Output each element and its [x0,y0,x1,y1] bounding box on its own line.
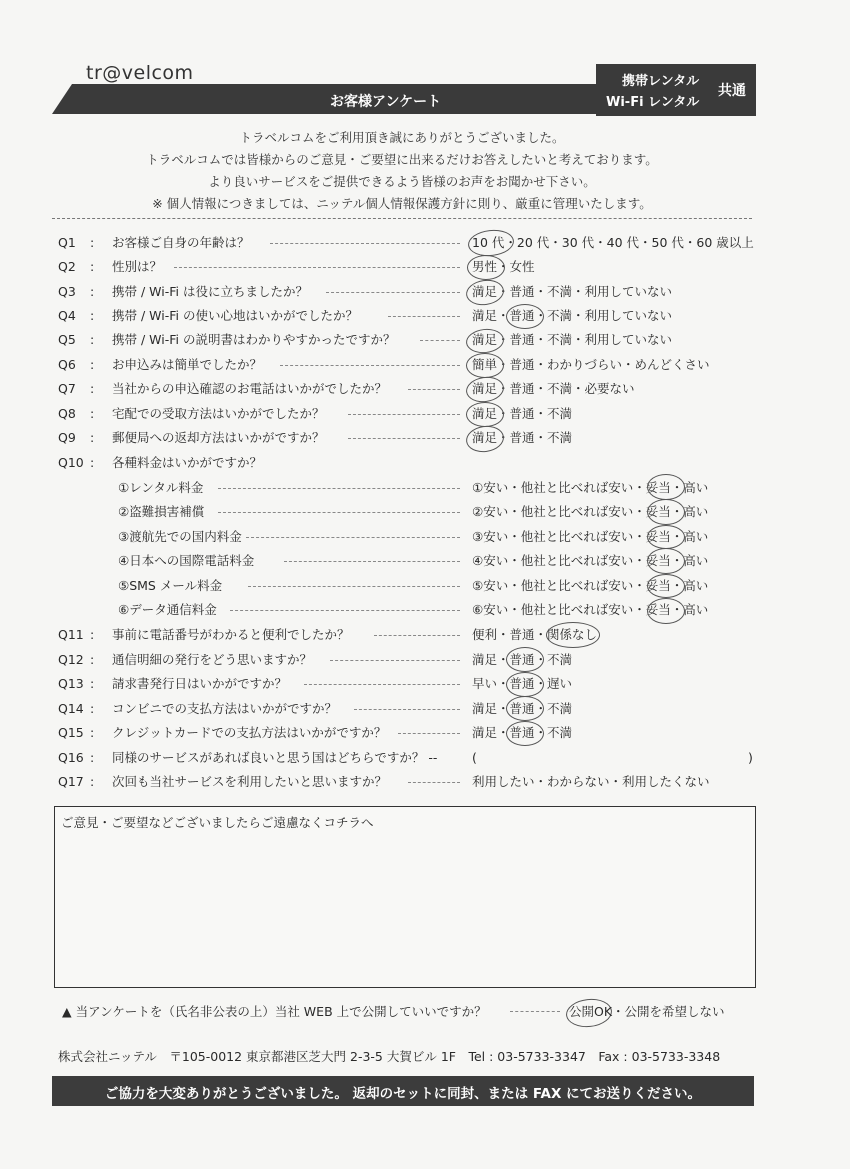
question-row-q4 [58,305,758,327]
leader-line [280,365,460,366]
question-row-q15 [58,722,758,744]
handwritten-circle [506,721,544,746]
answer-options[interactable]: ②安い・他社と比べれば安い・妥当・高い [472,504,709,519]
question-colon: : [90,750,95,765]
handwritten-circle [647,525,685,549]
handwritten-circle [647,598,685,624]
service-mobile-label: 携帯レンタル [622,74,700,89]
question-text: お客様ご自身の年齢は？ [112,235,250,250]
question-number: Q7 [58,381,76,396]
answer-options[interactable]: 満足・普通・不満・利用していない [472,332,673,347]
question-number: Q3 [58,284,76,299]
publish-question: ▲ 当アンケートを（氏名非公表の上）当社 WEB 上で公開していいですか？ [62,1004,487,1019]
question-row-q6 [58,354,758,376]
question-colon: : [90,308,95,323]
question-number: Q13 [58,676,84,691]
question-colon: : [90,284,95,299]
sub-question-text: ⑥データ通信料金 [118,602,217,617]
sub-question-text: ④日本への国際電話料金 [118,553,255,568]
question-text: 携帯 / Wi-Fi の説明書はわかりやすかったですか？ [112,332,396,347]
question-row-q11 [58,624,758,646]
question-text: 通信明細の発行をどう思いますか？ [112,652,313,667]
question-row-q2 [58,256,758,278]
leader-line [218,488,460,489]
leader-line [374,635,460,636]
question-row-q5 [58,329,758,351]
question-row-q14 [58,698,758,720]
question-text: 事前に電話番号がわかると便利でしたか？ [112,627,350,642]
leader-line [230,610,460,611]
handwritten-circle [506,672,544,697]
question-text: 宅配での受取方法はいかがでしたか？ [112,406,325,421]
question-colon: : [90,774,95,789]
question-row-q16 [58,747,758,769]
country-answer-close: ) [748,750,753,765]
handwritten-circle [647,474,685,500]
footer-message: ご協力を大変ありがとうございました。 返却のセットに同封、または FAX にてお送りください。 [104,1086,702,1102]
question-colon: : [90,235,95,250]
leader-line [174,267,460,268]
leader-line [304,684,460,685]
leader-line [218,512,460,513]
question-colon: : [90,627,95,642]
question-number: Q9 [58,430,76,445]
sub-question-text: ③渡航先での国内料金 [118,529,242,544]
question-row-q13 [58,673,758,695]
service-badge [596,64,756,116]
publish-options[interactable]: 公開OK・公開を希望しない [569,1004,725,1019]
answer-options[interactable]: 満足・普通・不満・利用していない [472,308,673,323]
sub-question-text: ①レンタル料金 [118,480,204,495]
answer-options[interactable]: 簡単・普通・わかりづらい・めんどくさい [472,357,710,372]
question-row-q8 [58,403,758,425]
question-colon: : [90,676,95,691]
question-colon: : [90,259,95,274]
handwritten-circle [466,402,504,427]
leader-line [420,340,460,341]
answer-options[interactable]: ⑥安い・他社と比べれば安い・妥当・高い [472,602,709,617]
answer-options[interactable]: ④安い・他社と比べれば安い・妥当・高い [472,553,709,568]
question-colon: : [90,455,95,470]
answer-options[interactable]: ③安い・他社と比べれば安い・妥当・高い [472,529,709,544]
question-text: 各種料金はいかがですか？ [112,455,263,470]
question-text: 携帯 / Wi-Fi は役に立ちましたか？ [112,284,308,299]
handwritten-circle [506,647,544,672]
question-colon: : [90,381,95,396]
handwritten-circle [647,574,685,598]
answer-options[interactable]: 利用したい・わからない・利用したくない [472,774,710,789]
question-number: Q17 [58,774,84,789]
handwritten-circle [466,353,504,378]
answer-options[interactable]: 満足・普通・不満・利用していない [472,284,673,299]
leader-line [398,733,460,734]
leader-line [388,316,460,317]
question-row-q17 [58,771,758,793]
handwritten-circle [467,255,505,280]
sub-question-text: ②盗難損害補償 [118,504,205,519]
answer-options[interactable]: 満足・普通・不満 [472,701,573,716]
question-number: Q5 [58,332,76,347]
service-common-label: 共通 [718,83,746,99]
question-row-q3 [58,281,758,303]
leader-line [246,537,460,538]
question-text: 当社からの申込確認のお電話はいかがでしたか？ [112,381,388,396]
question-row-q1 [58,232,758,254]
question-text: 請求書発行日はいかがですか？ [112,676,288,691]
answer-options[interactable]: 満足・普通・不満・必要ない [472,381,635,396]
question-number: Q11 [58,627,84,642]
company-address: 株式会社ニッテル 〒105-0012 東京都港区芝大門 2-3-5 大賀ビル 1F Tel : 03-5733-3347 Fax : 03-5733-3348 [58,1049,721,1064]
service-wifi-label: Wi-Fi レンタル [606,95,700,110]
answer-options[interactable]: 便利・普通・関係なし [472,627,598,642]
intro-line: より良いサービスをご提供できるよう皆様のお声をお聞かせ下さい。 [208,174,596,189]
answer-options[interactable]: 早い・普通・遅い [472,676,573,691]
handwritten-circle [647,499,685,525]
handwritten-circle [647,548,685,574]
answer-options[interactable]: ①安い・他社と比べれば安い・妥当・高い [472,480,709,495]
comment-label: ご意見・ご要望などございましたらご遠慮なくコチラへ [61,815,374,830]
question-colon: : [90,701,95,716]
leader-line [330,660,460,661]
leader-line [270,243,460,244]
question-number: Q1 [58,235,76,250]
question-number: Q15 [58,725,84,740]
leader-line [284,561,460,562]
answer-options[interactable]: ⑤安い・他社と比べれば安い・妥当・高い [472,578,709,593]
handwritten-circle [506,696,544,721]
answer-options[interactable]: 満足・普通・不満 [472,406,573,421]
question-number: Q10 [58,455,84,470]
leader-line [248,586,460,587]
handwritten-circle [506,304,544,329]
intro-line: ※ 個人情報につきましては、ニッテル個人情報保護方針に則り、厳重に管理いたします。 [152,196,652,211]
question-row-q9 [58,427,758,449]
intro-line: トラベルコムでは皆様からのご意見・ご要望に出来るだけお答えしたいと考えております。 [146,152,658,167]
question-text: お申込みは簡単でしたか？ [112,357,263,372]
question-text: 同様のサービスがあれば良いと思う国はどちらですか？ -- [112,750,438,765]
page-title: お客様アンケート [330,94,442,110]
question-text: クレジットカードでの支払方法はいかがですか？ [112,725,387,740]
question-row-q10 [58,452,758,474]
leader-line [408,389,460,390]
company-logo: tr@velcom [86,62,194,84]
country-answer-open[interactable]: ( [472,750,477,765]
question-text: コンビニでの支払方法はいかがですか？ [112,701,338,716]
answer-options[interactable]: 男性・女性 [472,259,535,274]
answer-options[interactable]: 満足・普通・不満 [472,725,573,740]
question-number: Q4 [58,308,76,323]
leader-line [408,782,460,783]
question-text: 郵便局への返却方法はいかがですか？ [112,430,325,445]
question-number: Q16 [58,750,84,765]
question-text: 性別は？ [112,259,163,274]
question-text: 次回も当社サービスを利用したいと思いますか？ [112,774,388,789]
dashed-divider [52,218,752,219]
question-colon: : [90,406,95,421]
answer-options[interactable]: 満足・普通・不満 [472,430,573,445]
question-colon: : [90,357,95,372]
question-number: Q6 [58,357,76,372]
intro-line: トラベルコムをご利用頂き誠にありがとうございました。 [239,130,565,145]
question-row-q12 [58,649,758,671]
question-number: Q12 [58,652,84,667]
question-colon: : [90,725,95,740]
leader-line [510,1011,560,1012]
leader-line [354,709,460,710]
answer-options[interactable]: 10 代・20 代・30 代・40 代・50 代・60 歳以上 [472,235,754,250]
question-colon: : [90,652,95,667]
footer-band [52,1076,754,1106]
handwritten-circle [546,622,600,648]
question-number: Q8 [58,406,76,421]
leader-line [348,414,460,415]
comment-textarea[interactable] [54,806,756,988]
question-colon: : [90,430,95,445]
question-row-q7 [58,378,758,400]
leader-line [348,438,460,439]
question-number: Q14 [58,701,84,716]
question-colon: : [90,332,95,347]
question-text: 携帯 / Wi-Fi の使い心地はいかがでしたか？ [112,308,358,323]
question-number: Q2 [58,259,76,274]
sub-question-text: ⑤SMS メール料金 [118,578,223,593]
leader-line [326,292,460,293]
answer-options[interactable]: 満足・普通・不満 [472,652,573,667]
